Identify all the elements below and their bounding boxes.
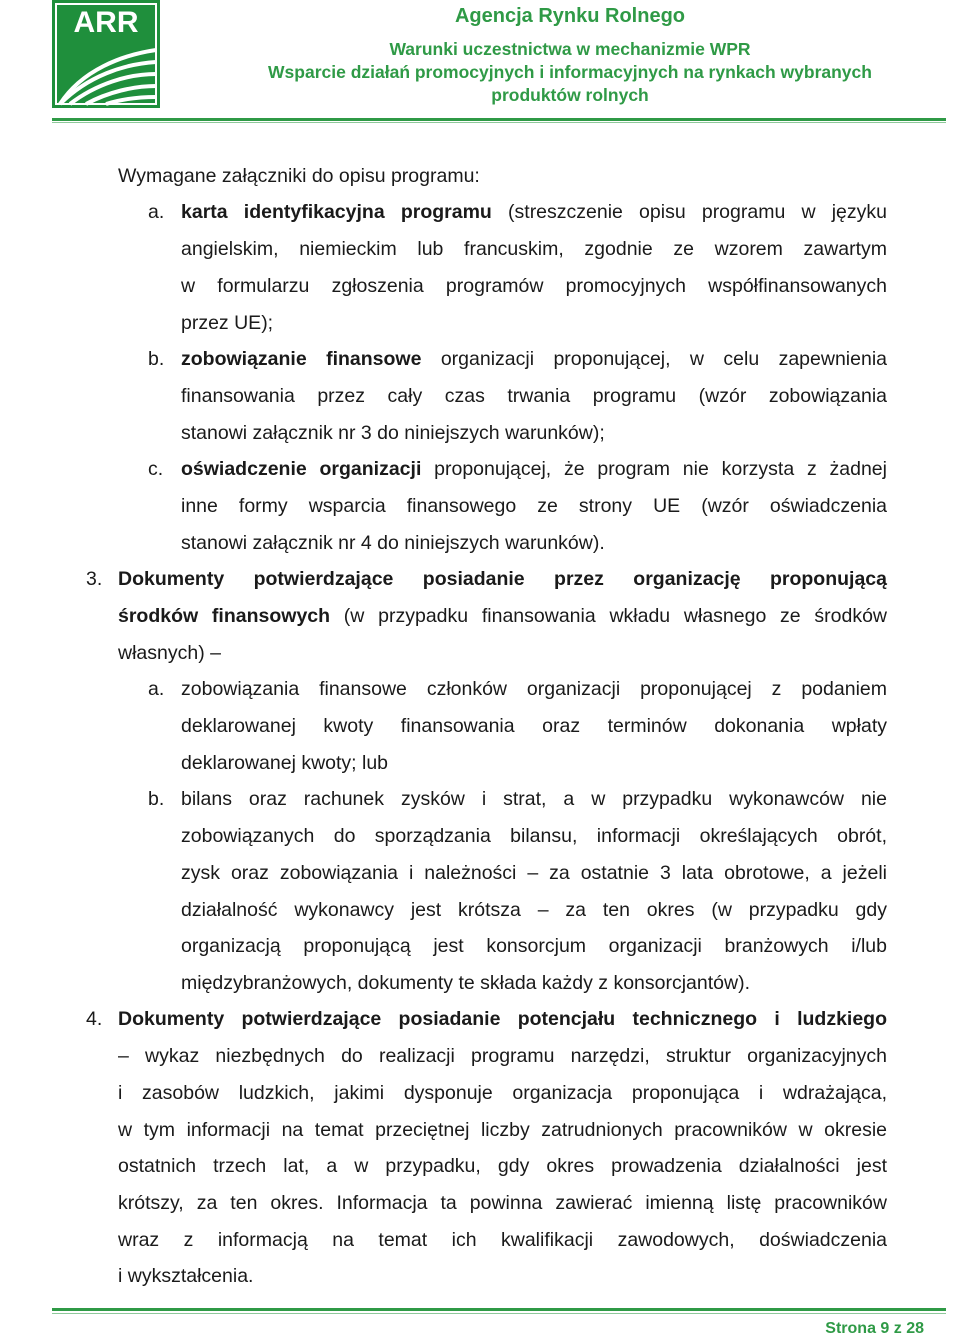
item-a-rest: (streszczenie opisu programu w języku bbox=[491, 201, 887, 223]
logo-text: ARR bbox=[73, 6, 139, 39]
item-3b-line2: zobowiązanych do sporządzania bilansu, informacji określających obrót, bbox=[181, 825, 887, 847]
item-4-line3: i zasobów ludzkich, jakimi dysponuje organizacja proponująca i wdrażająca, bbox=[118, 1082, 887, 1104]
item-3a-line2: deklarowanej kwoty finansowania oraz terminów dokonania wpłaty bbox=[181, 715, 887, 737]
item-3a-marker: a. bbox=[148, 678, 165, 700]
item-c-line1 bbox=[181, 457, 887, 481]
item-c-line2: inne formy wsparcia finansowego ze strony UE (wzór oświadczenia bbox=[181, 495, 887, 517]
item-b-marker: b. bbox=[148, 348, 165, 370]
item-3b-line1: bilans oraz rachunek zysków i strat, a w przypadku wykonawców nie bbox=[181, 788, 887, 810]
item-a-bold: karta identyfikacyjna programu bbox=[181, 201, 492, 223]
item-4-line4: w tym informacji na temat przeciętnej liczby zatrudnionych pracowników w okresie bbox=[118, 1119, 887, 1141]
item-a-line2: angielskim, niemieckim lub francuskim, zgodnie ze wzorem zawartym bbox=[181, 238, 887, 260]
item-b-line1 bbox=[181, 347, 887, 371]
item-c-marker: c. bbox=[148, 458, 164, 480]
item-3b-marker: b. bbox=[148, 788, 165, 810]
item-4-line5: ostatnich trzech lat, a w przypadku, gdy okres prowadzenia działalności jest bbox=[118, 1155, 887, 1177]
item-3-line1: Dokumenty potwierdzające posiadanie przez organizację proponującą bbox=[118, 568, 887, 590]
item-4-line1: Dokumenty potwierdzające posiadanie potencjału technicznego i ludzkiego bbox=[118, 1008, 887, 1030]
item-4-line2: – wykaz niezbędnych do realizacji programu narzędzi, struktur organizacyjnych bbox=[118, 1045, 887, 1067]
page-header bbox=[0, 0, 960, 130]
item-b-line2: finansowania przez cały czas trwania programu (wzór zobowiązania bbox=[181, 385, 887, 407]
item-4-line6: krótszy, za ten okres. Informacja ta powinna zawierać imienną listę pracowników bbox=[118, 1192, 887, 1214]
footer-rule-thin bbox=[52, 1313, 946, 1314]
header-title-line3: produktów rolnych bbox=[491, 85, 649, 105]
intro-text: Wymagane załączniki do opisu programu: bbox=[118, 165, 480, 187]
item-a-line4: przez UE); bbox=[181, 312, 274, 334]
item-a-marker: a. bbox=[148, 201, 165, 223]
item-3b-line4: działalność wykonawcy jest krótsza – za ten okres (w przypadku gdy bbox=[181, 899, 887, 921]
item-3-line2 bbox=[118, 604, 887, 628]
item-3-line3: własnych) – bbox=[118, 642, 221, 664]
item-a-line1 bbox=[181, 200, 887, 224]
item-c-bold: oświadczenie organizacji bbox=[181, 458, 422, 480]
item-3b-line3: zysk oraz zobowiązania i należności – za ostatnie 3 lata obrotowe, a jeżeli bbox=[181, 862, 887, 884]
item-3a-line1: zobowiązania finansowe członków organizacji proponującej z podaniem bbox=[181, 678, 887, 700]
item-3a-line3: deklarowanej kwoty; lub bbox=[181, 752, 389, 774]
header-title-line2: Wsparcie działań promocyjnych i informacyjnych na rynkach wybranych bbox=[268, 62, 872, 82]
item-4-line7: wraz z informacją na temat ich kwalifikacji zawodowych, doświadczenia bbox=[118, 1229, 887, 1251]
item-3-bold: środków finansowych bbox=[118, 605, 331, 627]
header-rule bbox=[52, 118, 946, 121]
item-c-rest: proponującej, że program nie korzysta z żadnej bbox=[421, 458, 887, 480]
item-b-bold: zobowiązanie finansowe bbox=[181, 348, 422, 370]
item-a-line3: w formularzu zgłoszenia programów promocyjnych współfinansowanych bbox=[181, 275, 887, 297]
item-b-rest: organizacji proponującej, w celu zapewnienia bbox=[421, 348, 888, 370]
item-4-line8: i wykształcenia. bbox=[118, 1265, 254, 1287]
item-b-line3: stanowi załącznik nr 3 do niniejszych warunków); bbox=[181, 422, 605, 444]
arr-logo bbox=[52, 0, 160, 108]
item-3-marker: 3. bbox=[86, 568, 103, 590]
agency-name: Agencja Rynku Rolnego bbox=[454, 5, 686, 27]
header-rule-thin bbox=[52, 122, 946, 123]
item-3b-line6: międzybranżowych, dokumenty te składa każdy z konsorcjantów). bbox=[181, 972, 751, 994]
item-4-marker: 4. bbox=[86, 1008, 103, 1030]
item-3-rest: (w przypadku finansowania wkładu własnego ze środków bbox=[330, 605, 888, 627]
page-number: Strona 9 z 28 bbox=[825, 1320, 924, 1337]
item-3b-line5: organizacją proponującą jest konsorcjum organizacji branżowych i/lub bbox=[181, 935, 887, 957]
item-c-line3: stanowi załącznik nr 4 do niniejszych warunków). bbox=[181, 532, 605, 554]
header-title-line1: Warunki uczestnictwa w mechanizmie WPR bbox=[389, 39, 751, 59]
footer-rule bbox=[52, 1308, 946, 1311]
